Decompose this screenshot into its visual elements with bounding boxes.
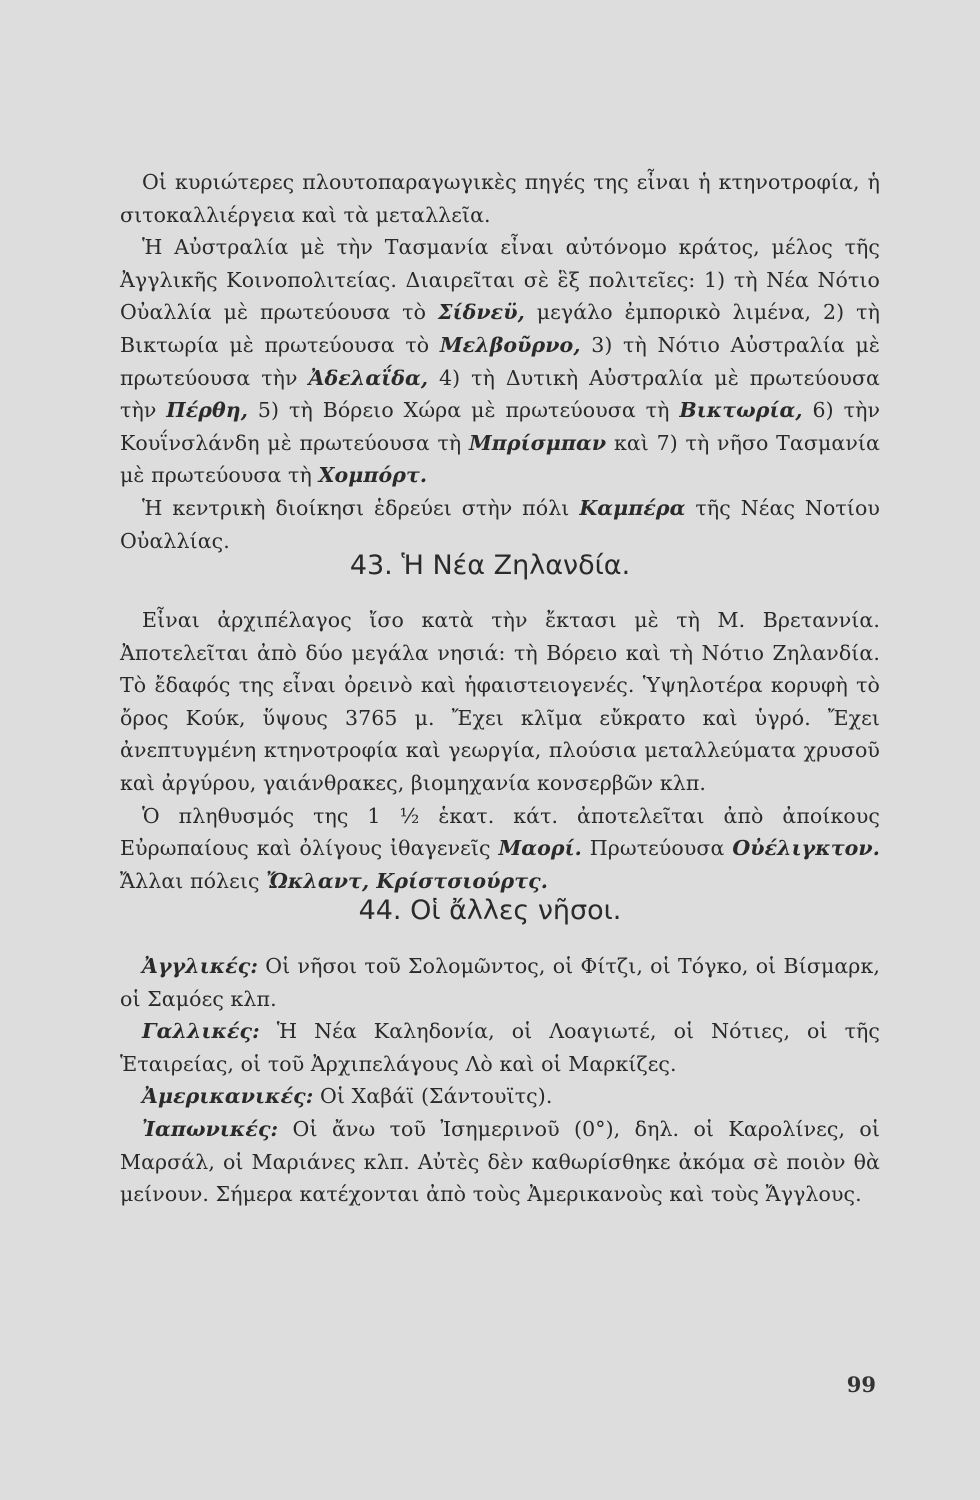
category-label: Γαλλικές: xyxy=(142,1019,260,1044)
city-name: Μελβοῦρνο, xyxy=(439,332,581,357)
city-name: Χομπόρτ. xyxy=(318,463,428,488)
text: Ἡ Νέα Καληδονία, οἱ Λοαγιωτέ, οἱ Νότιες, οἱ τῆς Ἑταιρείας, οἱ τοῦ Ἀρχιπελάγους Λὸ καὶ οἱ Μαρκίζες. xyxy=(120,1019,880,1076)
paragraph-geography xyxy=(120,604,880,800)
city-name: Πέρθη, xyxy=(166,398,249,423)
section-44-heading: 44. Οἱ ἄλλες νῆσοι. xyxy=(358,895,622,926)
other-islands-section xyxy=(120,950,880,1211)
text: 6) τὴν Κουΐνσλάνδη μὲ πρωτεύουσα τὴ xyxy=(120,398,881,455)
text: καὶ 7) τὴ νῆσο Τασμανία μὲ πρωτεύουσα τὴ xyxy=(120,430,880,488)
text: τῆς Νέας Νοτίου Οὐαλλίας. xyxy=(120,495,880,553)
category-label: Ἰαπωνικές: xyxy=(142,1116,279,1141)
text: μεγάλο ἐμπορικὸ λιμένα, 2) τὴ Βικτωρία μὲ πρωτεύουσα τὸ xyxy=(120,300,880,357)
city-name: Σίδνεϋ, xyxy=(437,300,525,325)
paragraph-japanese-islands xyxy=(120,1113,880,1211)
category-label: Ἀμερικανικές: xyxy=(142,1084,314,1109)
text: 3) τὴ Νότιο Αὐστραλία μὲ πρωτεύουσα τὴν xyxy=(120,332,880,390)
text: Εἶναι ἀρχιπέλαγος ἴσο κατὰ τὴν ἔκτασι μὲ τὴ Μ. Βρεταννία. Ἀποτελεῖται ἀπὸ δύο μεγάλα νησιά: τὴ Βόρειο καὶ τὴ Νότιο Ζηλανδία. Τὸ ἔδαφός της εἶναι ὀρεινὸ καὶ ἡφαιστειογενές. Ὑψηλοτέρα κορυφὴ τὸ ὄρος Κούκ, ὕψους 3765 μ. Ἔχει κλῖμα εὔκρατο καὶ ὑγρό. Ἔχει ἀνεπτυγμένη κτηνοτροφία καὶ γεωργία, πλούσια μεταλλεύματα χρυσοῦ καὶ ἀργύρου, γαιάνθρακες, βιομηχανία κονσερβῶν κλπ. xyxy=(120,608,880,795)
category-label: Ἀγγλικές: xyxy=(142,954,259,978)
text: Οἱ κυριώτερες πλουτοπαραγωγικὲς πηγές της εἶναι ἡ κτηνοτροφία, ἡ σιτοκαλλιέργεια καὶ τὰ μεταλλεῖα. xyxy=(120,170,880,227)
text: Οἱ ἄνω τοῦ Ἰσημερινοῦ (0°), δηλ. οἱ Καρολίνες, οἱ Μαρσάλ, οἱ Μαριάνες κλπ. Αὐτὲς δὲν καθωρίσθηκε ἀκόμα σὲ ποιὸν θὰ μείνουν. Σήμερα κατέχονται ἀπὸ τοὺς Ἀμερικανοὺς καὶ τοὺς Ἄγγλους. xyxy=(120,1116,880,1207)
text: 4) τὴ Δυτικὴ Αὐστραλία μὲ πρωτεύουσα τὴν xyxy=(120,365,880,423)
paragraph-french-islands xyxy=(120,1015,880,1080)
text: Οἱ Χαβάϊ (Σάντουϊτς). xyxy=(313,1084,553,1109)
paragraph-administration xyxy=(120,492,880,557)
page-number: 99 xyxy=(846,1372,876,1397)
city-name: Καμπέρα xyxy=(579,495,686,520)
text: Οἱ νῆσοι τοῦ Σολομῶντος, οἱ Φίτζι, οἱ Τόγκο, οἱ Βίσμαρκ, οἱ Σαμόες κλπ. xyxy=(120,954,880,1011)
text: Ὁ πληθυσμός της 1 ½ ἑκατ. κάτ. ἀποτελεῖται ἀπὸ ἀποίκους Εὐρωπαίους καὶ ὀλίγους ἰθαγενεῖς xyxy=(120,803,880,861)
paragraph-population xyxy=(120,800,880,898)
text: Πρωτεύουσα xyxy=(581,836,733,861)
new-zealand-section xyxy=(120,604,880,897)
text: Ἄλλαι πόλεις xyxy=(120,868,267,893)
text: 5) τὴ Βόρειο Χώρα μὲ πρωτεύουσα τὴ xyxy=(248,398,680,423)
people-name: Μαορί. xyxy=(498,836,582,861)
city-name: Ἀδελαΐδα, xyxy=(308,365,429,390)
australia-section xyxy=(120,166,880,557)
paragraph-states xyxy=(120,231,880,492)
paragraph-english-islands xyxy=(120,950,880,1015)
section-43-heading: 43. Ἡ Νέα Ζηλανδία. xyxy=(349,550,631,581)
text: Ἡ Αὐστραλία μὲ τὴν Τασμανία εἶναι αὐτόνομο κράτος, μέλος τῆς Ἀγγλικῆς Κοινοπολιτείας. Διαιρεῖται σὲ ἓξ πολιτεῖες: 1) τὴ Νέα Νότιο Οὐαλλία μὲ πρωτεύουσα τὸ xyxy=(120,235,880,325)
capital-name: Οὐέλιγκτον. xyxy=(732,836,880,861)
paragraph-american-islands xyxy=(120,1080,880,1113)
city-name: Βικτωρία, xyxy=(679,398,803,423)
paragraph-resources xyxy=(120,166,880,231)
city-names: Ὤκλαντ, Κρίστσιούρτς. xyxy=(266,868,548,893)
city-name: Μπρίσμπαν xyxy=(468,430,607,455)
text: Ἡ κεντρικὴ διοίκησι ἑδρεύει στὴν πόλι xyxy=(142,495,580,520)
